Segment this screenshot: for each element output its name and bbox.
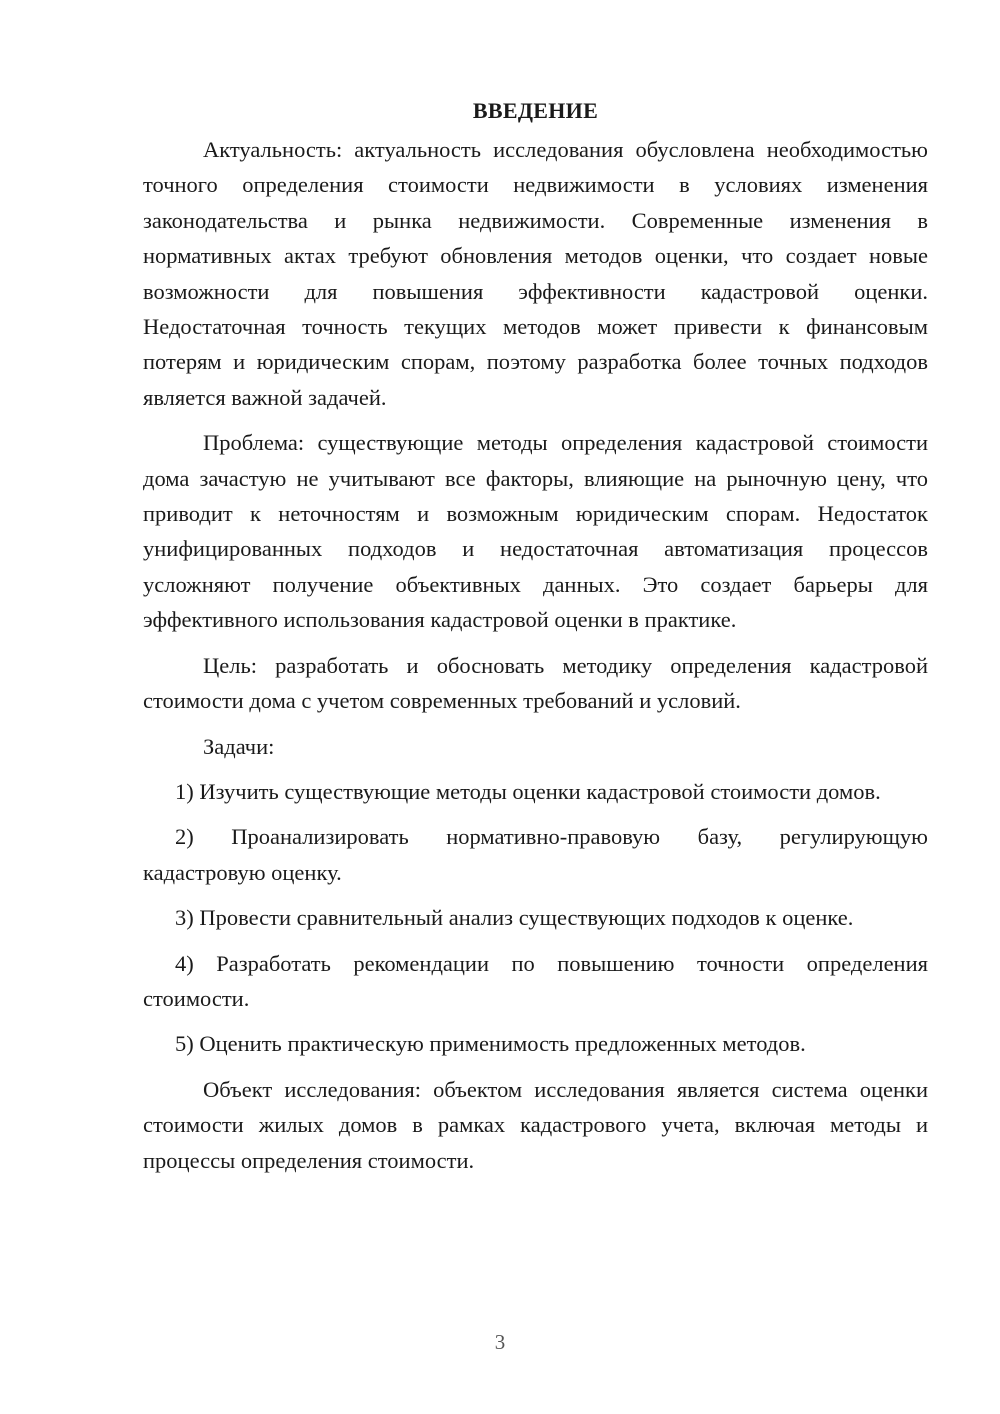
paragraph-goal: Цель: разработать и обосновать методику определения кадастровой стоимости дома с учетом современных требований и условий. xyxy=(143,652,928,714)
paragraph-object: Объект исследования: объектом исследования является система оценки стоимости жилых домов в рамках кадастрового учета, включая методы и процессы определения стоимости. xyxy=(143,1076,928,1173)
task-item-5: 5) Оценить практическую применимость предложенных методов. xyxy=(175,1031,806,1057)
task-item-2: 2) Проанализировать нормативно-правовую базу, регулирующую кадастровую оценку. xyxy=(143,824,928,885)
task-item-3: 3) Провести сравнительный анализ существующих подходов к оценке. xyxy=(175,905,854,931)
section-heading: ВВЕДЕНИЕ xyxy=(472,98,599,123)
task-item-4: 4) Разработать рекомендации по повышению точности определения стоимости. xyxy=(143,950,928,1011)
paragraph-relevance: Актуальность: актуальность исследования обусловлена необходимостью точного определения стоимости недвижимости в условиях изменения законодательства и рынка недвижимости. Современные изменения в нормативных актах требуют обновления методов оценки, что создает новые возможности для повышения эффективности кадастровой оценки. Недостаточная точность текущих методов может привести к финансовым потерям и юридическим спорам, поэтому разработка более точных подходов является важной задачей. xyxy=(143,137,928,410)
paragraph-problem: Проблема: существующие методы определения кадастровой стоимости дома зачастую не учитывают все факторы, влияющие на рыночную цену, что приводит к неточностям и возможным юридическим спорам. Недостаток унифицированных подходов и недостаточная автоматизация процессов усложняют получение объективных данных. Это создает барьеры для эффективного использования кадастровой оценки в практике. xyxy=(143,430,928,633)
tasks-label: Задачи: xyxy=(203,733,275,759)
document-page xyxy=(143,92,928,1178)
task-item-1: 1) Изучить существующие методы оценки кадастровой стоимости домов. xyxy=(175,778,881,804)
page-number: 3 xyxy=(494,1330,506,1354)
